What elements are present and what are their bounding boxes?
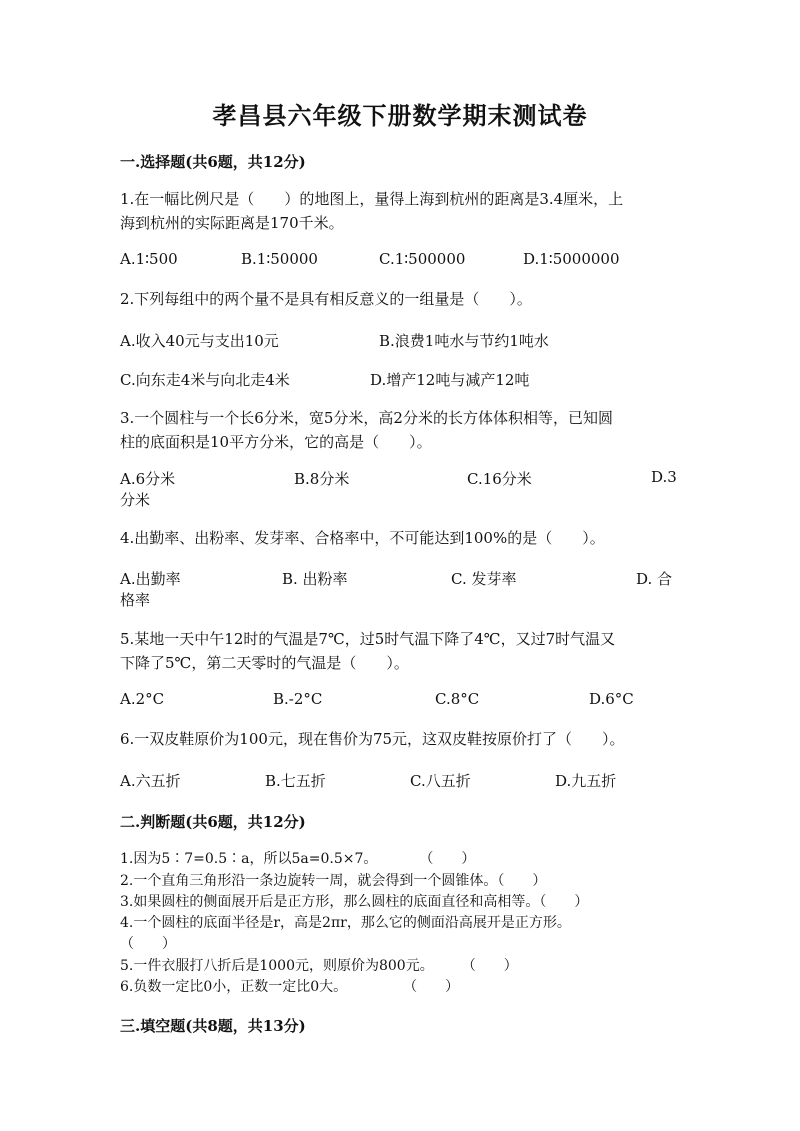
question-text-line: 3.一个圆柱与一个长6分米，宽5分米，高2分米的长方体体积相等，已知圆 (120, 409, 613, 427)
option-d: D.1∶5000000 (523, 250, 620, 268)
question-2 (120, 287, 680, 311)
judgment-item-1: 1.因为5∶7=0.5∶a，所以5a=0.5×7。 （ ） (120, 851, 476, 867)
question-text-line: 下降了5℃，第二天零时的气温是（ ）。 (120, 654, 409, 672)
option-c: C.八五折 (410, 772, 471, 790)
option-d-wrap: 分米 (120, 491, 151, 509)
question-text-line: 2.下列每组中的两个量不是具有相反意义的一组量是（ ）。 (120, 290, 532, 308)
question-text-line: 海到杭州的实际距离是170千米。 (120, 214, 344, 232)
option-d: D.6°C (589, 690, 634, 708)
option-d-wrap: 格率 (120, 591, 151, 609)
option-b: B.七五折 (265, 772, 326, 790)
option-b: B.浪费1吨水与节约1吨水 (379, 332, 549, 350)
option-c: C.1∶500000 (379, 250, 466, 268)
question-text-line: 6.一双皮鞋原价为100元，现在售价为75元，这双皮鞋按原价打了（ ）。 (120, 730, 625, 748)
option-a: A.6分米 (120, 470, 176, 488)
question-text-line: 5.某地一天中午12时的气温是7℃，过5时气温下降了4℃，又过7时气温又 (120, 630, 616, 648)
question-5 (120, 627, 680, 675)
judgment-item-4: 4.一个圆柱的底面半径是r，高是2πr，那么它的侧面沿高展开是正方形。 (120, 915, 571, 931)
option-b: B.1∶50000 (241, 250, 318, 268)
question-3 (120, 406, 680, 454)
question-1 (120, 187, 680, 235)
option-a: A.收入40元与支出10元 (120, 332, 279, 350)
option-b: B.8分米 (294, 470, 350, 488)
judgment-item-2: 2.一个直角三角形沿一条边旋转一周，就会得到一个圆锥体。（ ） (120, 873, 547, 889)
option-b: B. 出粉率 (282, 570, 348, 588)
section-heading-true-false: 二.判断题(共6题，共12分) (120, 813, 306, 831)
question-text-line: 1.在一幅比例尺是（ ）的地图上，量得上海到杭州的距离是3.4厘米，上 (120, 190, 624, 208)
option-c: C.向东走4米与向北走4米 (120, 371, 290, 389)
option-a: A.出勤率 (120, 570, 181, 588)
question-4 (120, 526, 680, 550)
option-a: A.2°C (120, 690, 165, 708)
option-c: C.16分米 (467, 470, 532, 488)
option-d: D.3 (651, 468, 677, 486)
option-c: C.8°C (435, 690, 480, 708)
question-text-line: 4.出勤率、出粉率、发芽率、合格率中，不可能达到100%的是（ ）。 (120, 529, 605, 547)
option-d: D.九五折 (555, 772, 617, 790)
option-a: A.1∶500 (120, 250, 178, 268)
option-a: A.六五折 (120, 772, 181, 790)
judgment-item-3: 3.如果圆柱的侧面展开后是正方形，那么圆柱的底面直径和高相等。（ ） (120, 894, 589, 910)
judgment-item-6: 6.负数一定比0小，正数一定比0大。 （ ） (120, 979, 460, 995)
section-heading-multiple-choice: 一.选择题(共6题，共12分) (120, 153, 306, 171)
option-d: D.增产12吨与减产12吨 (370, 371, 530, 389)
option-b: B.-2°C (273, 690, 323, 708)
judgment-item-4-bracket: （ ） (120, 936, 176, 952)
question-text-line: 柱的底面积是10平方分米，它的高是（ ）。 (120, 433, 432, 451)
section-heading-fill-in: 三.填空题(共8题，共13分) (120, 1017, 306, 1035)
question-6 (120, 727, 680, 751)
option-c: C. 发芽率 (451, 570, 517, 588)
judgment-item-5: 5.一件衣服打八折后是1000元，则原价为800元。 （ ） (120, 958, 518, 974)
option-d: D. 合 (636, 570, 673, 588)
page-title: 孝昌县六年级下册数学期末测试卷 (212, 101, 588, 130)
